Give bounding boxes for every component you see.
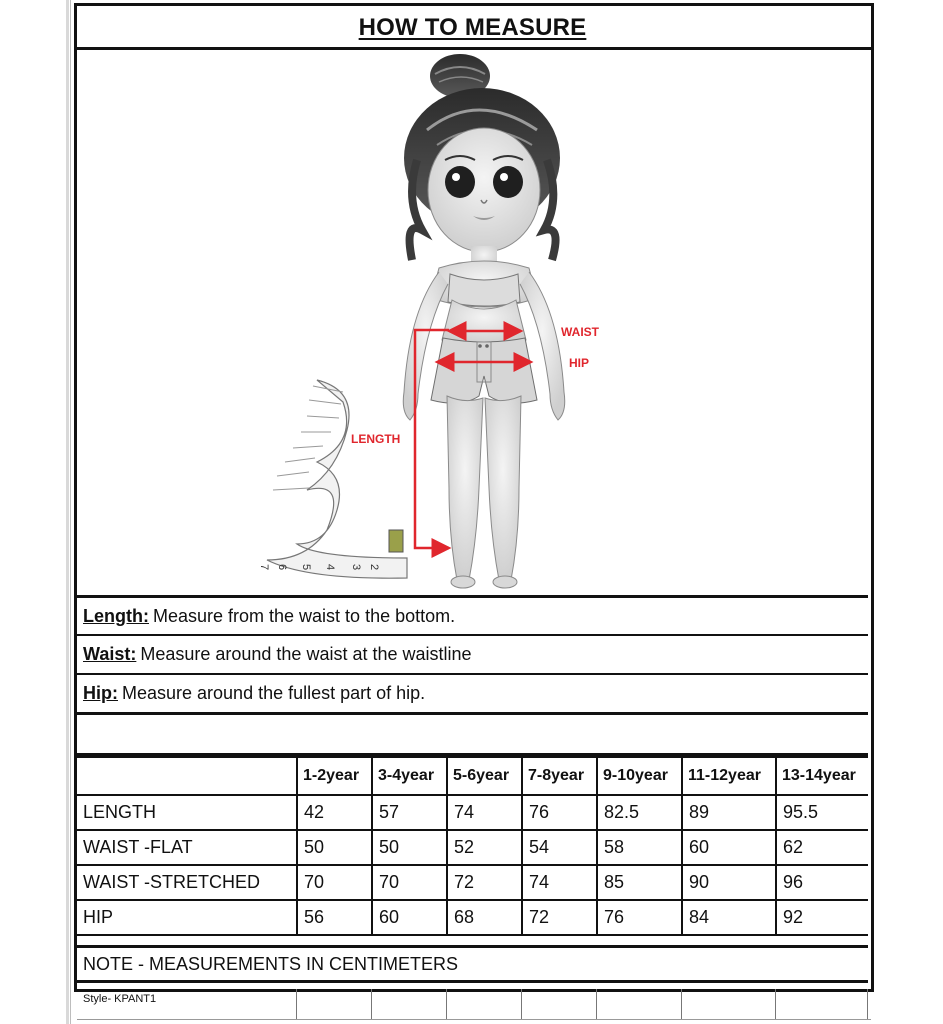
table-cell: 89 [682, 795, 776, 830]
tape-number: 3 [350, 564, 362, 571]
waist-description [77, 636, 868, 675]
figure-body [403, 246, 565, 588]
size-table [77, 756, 868, 936]
page-title: HOW TO MEASURE [358, 14, 587, 41]
units-note: NOTE - MEASUREMENTS IN CENTIMETERS [77, 945, 868, 983]
blank-row [77, 715, 868, 756]
table-cell: 62 [776, 830, 868, 865]
table-cell: 60 [372, 900, 447, 935]
footer-cell-divider [681, 989, 682, 1019]
footer-cell-divider [371, 989, 372, 1019]
table-cell: 76 [522, 795, 597, 830]
table-cell: 50 [297, 830, 372, 865]
length-description-text: Measure from the waist to the bottom. [152, 605, 456, 626]
row-label: LENGTH [77, 795, 297, 830]
row-label: WAIST -STRETCHED [77, 865, 297, 900]
table-cell: 85 [597, 865, 682, 900]
footer-cell-divider [596, 989, 597, 1019]
table-cell: 60 [682, 830, 776, 865]
table-cell: 95.5 [776, 795, 868, 830]
length-description [77, 595, 868, 636]
table-cell: 70 [372, 865, 447, 900]
waist-description-label: Waist: [83, 644, 137, 664]
header-cell: 13-14year [776, 757, 868, 795]
title-row [74, 3, 871, 50]
header-cell: 3-4year [372, 757, 447, 795]
row-label: WAIST -FLAT [77, 830, 297, 865]
table-cell: 68 [447, 900, 522, 935]
tape-number: 6 [276, 564, 288, 571]
measurement-illustration [77, 50, 868, 594]
table-cell: 58 [597, 830, 682, 865]
table-row [77, 900, 868, 935]
waist-description-text: Measure around the waist at the waistline [140, 644, 472, 664]
table-cell: 84 [682, 900, 776, 935]
header-cell: 7-8year [522, 757, 597, 795]
footer-cell-divider [867, 989, 868, 1019]
table-cell: 52 [447, 830, 522, 865]
table-cell: 57 [372, 795, 447, 830]
table-cell: 76 [597, 900, 682, 935]
table-cell: 54 [522, 830, 597, 865]
table-cell: 72 [522, 900, 597, 935]
hip-label: HIP [569, 356, 590, 370]
tape-number: 7 [258, 564, 270, 571]
footer-cell-divider [296, 989, 297, 1019]
hip-description-text: Measure around the fullest part of hip. [122, 683, 426, 703]
table-cell: 74 [522, 865, 597, 900]
measuring-tape-icon [258, 380, 407, 578]
table-header-row [77, 757, 868, 795]
row-label: HIP [77, 900, 297, 935]
header-cell: 5-6year [447, 757, 522, 795]
style-code: Style- KPANT1 [83, 993, 157, 1005]
spreadsheet-gutter [66, 0, 69, 1024]
table-cell: 50 [372, 830, 447, 865]
table-row [77, 795, 868, 830]
length-description-label: Length: [83, 605, 149, 626]
hip-description-label: Hip: [83, 683, 118, 703]
footer-row [77, 989, 871, 1021]
table-cell: 90 [682, 865, 776, 900]
table-cell: 56 [297, 900, 372, 935]
header-cell [77, 757, 297, 795]
length-label: LENGTH [351, 432, 401, 446]
table-row [77, 830, 868, 865]
spreadsheet-gutter-line [70, 0, 71, 1024]
figure-drawing [77, 50, 868, 594]
table-cell: 96 [776, 865, 868, 900]
header-cell: 1-2year [297, 757, 372, 795]
waist-label: WAIST [561, 325, 599, 339]
footer-cell-divider [775, 989, 776, 1019]
table-cell: 74 [447, 795, 522, 830]
table-row [77, 865, 868, 900]
tape-number: 4 [324, 564, 336, 571]
hip-description [77, 675, 868, 715]
header-cell: 11-12year [682, 757, 776, 795]
tape-number: 2 [368, 564, 380, 571]
table-cell: 92 [776, 900, 868, 935]
table-cell: 82.5 [597, 795, 682, 830]
footer-cell-divider [446, 989, 447, 1019]
footer-cell-divider [521, 989, 522, 1019]
header-cell: 9-10year [597, 757, 682, 795]
table-cell: 42 [297, 795, 372, 830]
table-cell: 70 [297, 865, 372, 900]
tape-number: 5 [300, 564, 312, 571]
figure-face [428, 128, 540, 252]
footer-bottom-line [77, 1019, 871, 1020]
table-cell: 72 [447, 865, 522, 900]
